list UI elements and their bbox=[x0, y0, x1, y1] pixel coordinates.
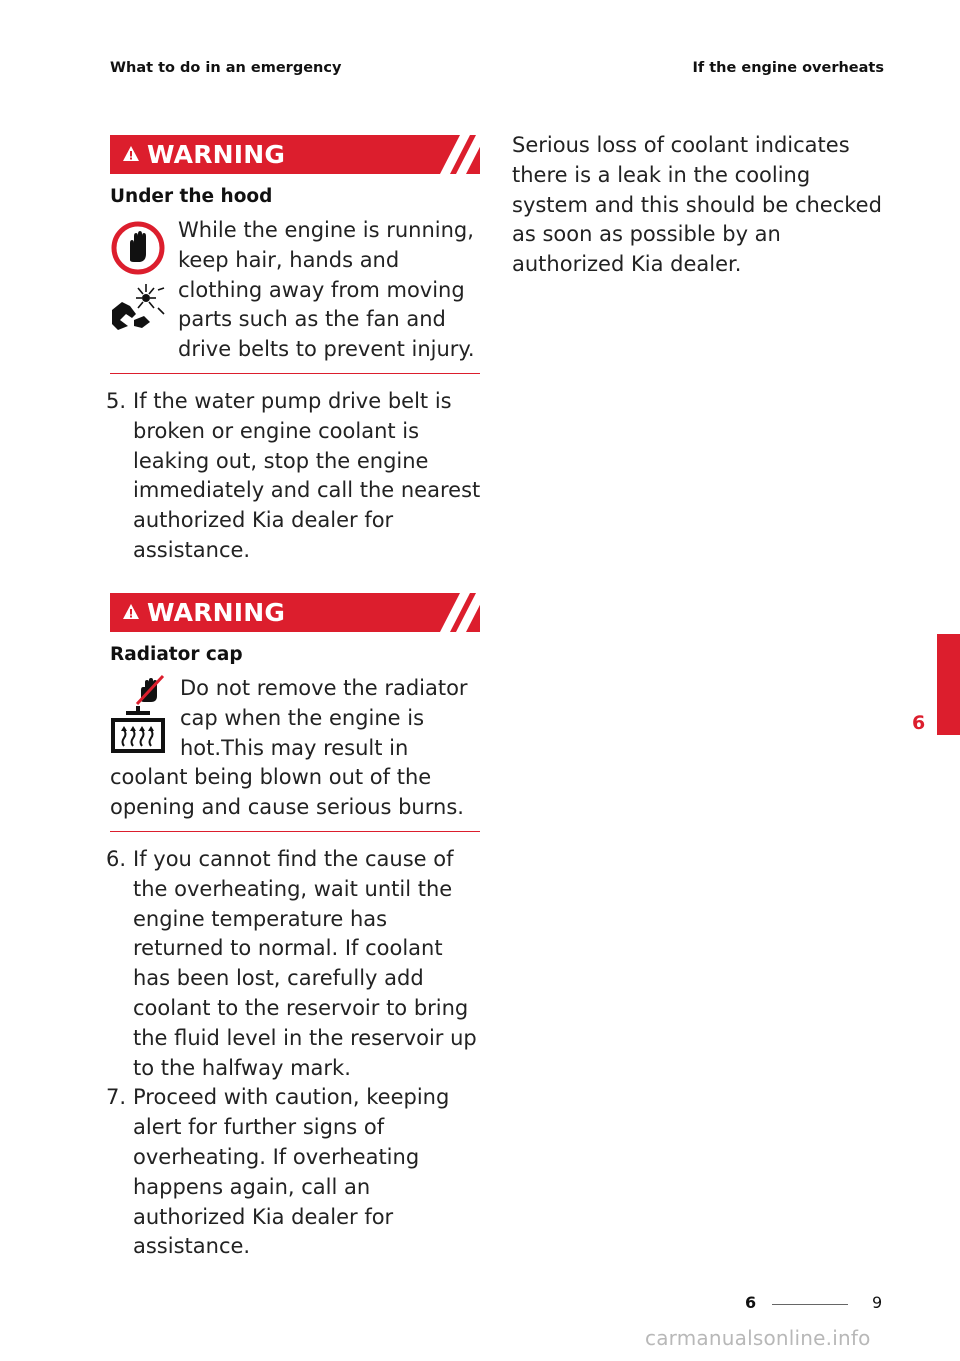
warning-title-radiator: Radiator cap bbox=[110, 644, 243, 665]
running-header-section: What to do in an emergency bbox=[110, 60, 342, 76]
list-item bbox=[106, 845, 482, 1083]
step-text: Proceed with caution, keeping alert for further signs of overheating. If overheating happens again, call an authorized Kia dealer for assistance. bbox=[133, 1085, 450, 1259]
steps-list-b bbox=[106, 845, 482, 1262]
warning-banner-hood bbox=[110, 135, 480, 174]
icon-float-spacer bbox=[110, 674, 180, 762]
warning-stripes bbox=[420, 135, 480, 174]
warning-label: WARNING bbox=[147, 598, 286, 627]
warning-text-radiator-wrap bbox=[110, 674, 482, 823]
warning-label: WARNING bbox=[147, 140, 286, 169]
running-header-topic: If the engine overheats bbox=[692, 60, 884, 76]
warning-stripes bbox=[420, 593, 480, 632]
warning-triangle-icon bbox=[122, 145, 140, 162]
step-text: If you cannot find the cause of the overheating, wait until the engine temperature has returned to normal. If coolant has been lost, carefully add coolant to the reservoir to bring the fluid level in the reservoir up to the halfway mark. bbox=[133, 847, 477, 1080]
step-text: If the water pump drive belt is broken or engine coolant is leaking out, stop the engine immediately and call the nearest authorized Kia dealer for assistance. bbox=[133, 389, 481, 562]
warning-text-radiator: Do not remove the radiator cap when the engine is hot.This may result in coolant being blown out of the opening and cause serious burns. bbox=[110, 676, 468, 820]
step-number: 5. bbox=[106, 389, 127, 413]
warning-end-rule bbox=[110, 373, 480, 374]
footer-divider bbox=[772, 1304, 848, 1305]
step-number: 6. bbox=[106, 847, 127, 871]
chapter-side-tab bbox=[937, 634, 960, 735]
warning-banner-radiator bbox=[110, 593, 480, 632]
coolant-loss-note: Serious loss of coolant indicates there is a leak in the cooling system and this should be checked as soon as possible by an authorized Kia dealer. bbox=[512, 133, 882, 277]
fan-hand-hazard-icon bbox=[110, 280, 166, 332]
stop-hand-icon bbox=[111, 221, 165, 275]
steps-list-a bbox=[106, 387, 482, 566]
warning-triangle-icon bbox=[122, 603, 140, 620]
footer-section-number: 6 bbox=[745, 1293, 757, 1312]
list-item bbox=[106, 387, 482, 566]
watermark-text: carmanualsonline.info bbox=[645, 1326, 871, 1350]
chapter-number: 6 bbox=[912, 712, 926, 734]
footer-page-number: 9 bbox=[872, 1293, 883, 1312]
warning-end-rule bbox=[110, 831, 480, 832]
list-item bbox=[106, 1083, 482, 1262]
step-number: 7. bbox=[106, 1085, 127, 1110]
warning-title-hood: Under the hood bbox=[110, 186, 273, 207]
warning-text-hood: While the engine is running, keep hair, hands and clothing away from moving parts such as the fan and drive belts to prevent injury. bbox=[178, 218, 475, 362]
